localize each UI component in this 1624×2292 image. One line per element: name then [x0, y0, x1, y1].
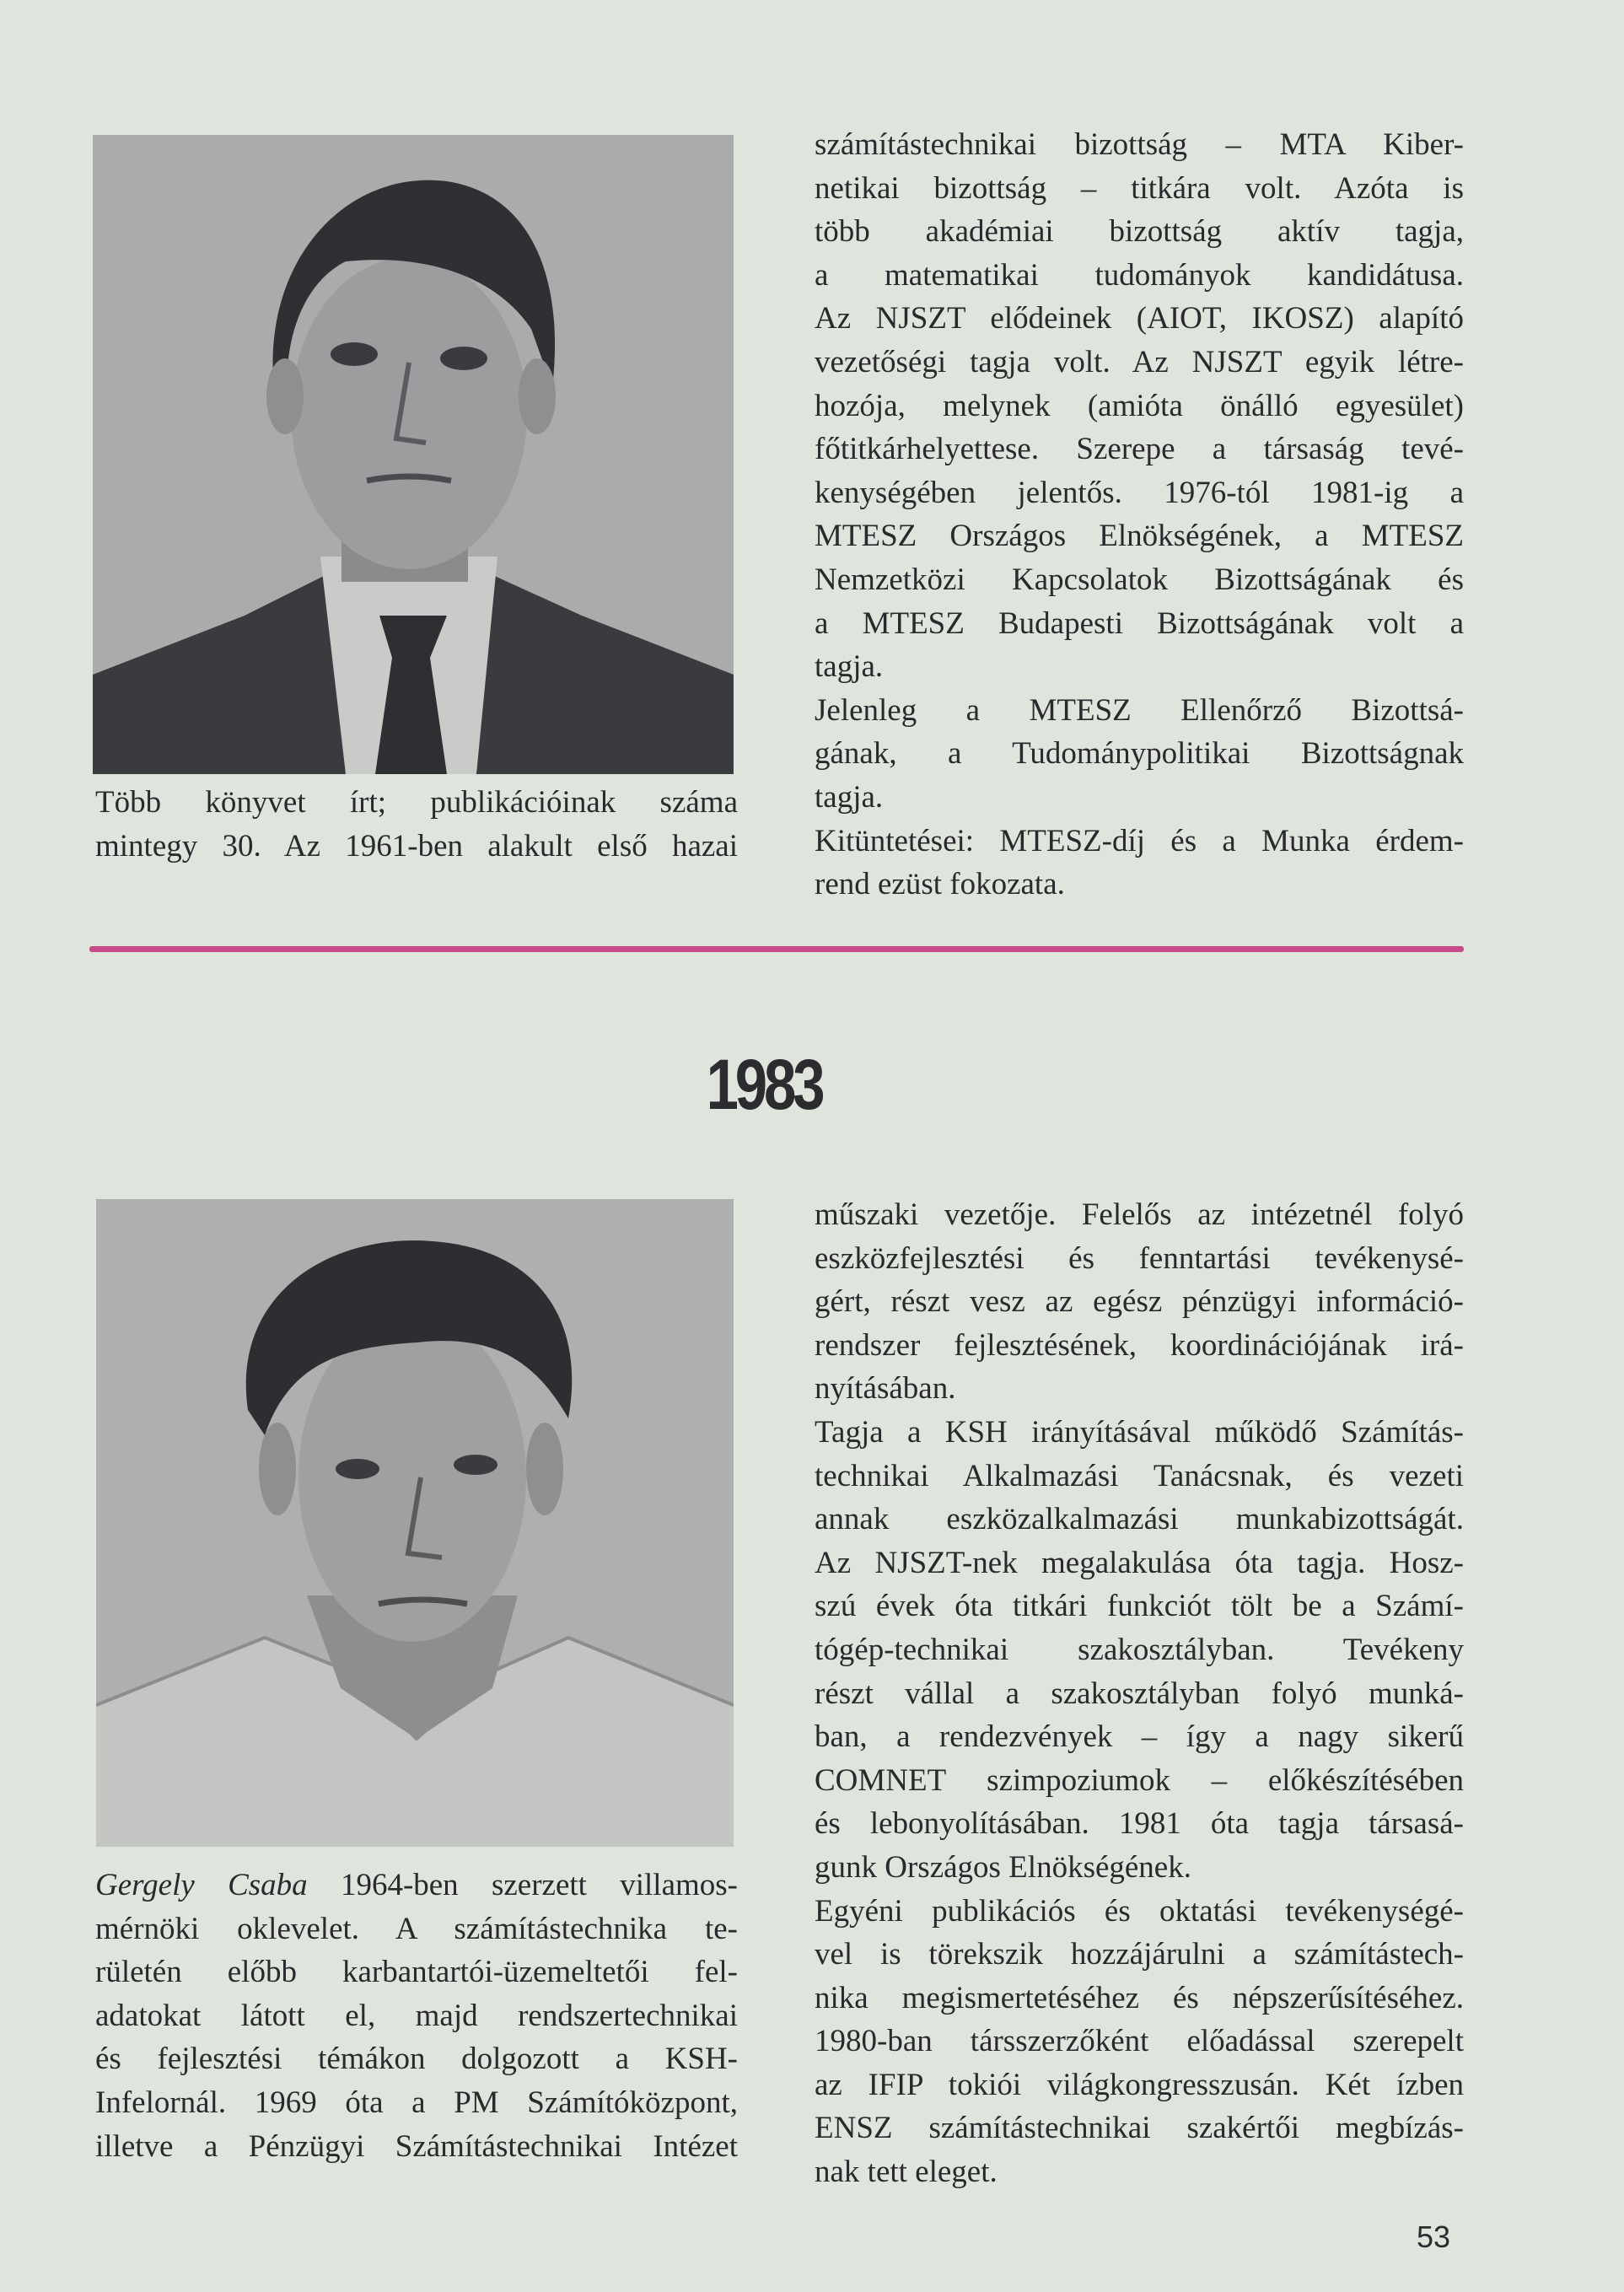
text-line: az IFIP tokiói világkongresszusán. Két ízben	[815, 2067, 1464, 2102]
text-line: kenységében jelentős. 1976-tól 1981-ig a	[815, 475, 1464, 510]
text-line: nak tett eleget.	[815, 2155, 998, 2190]
caption-section-1	[95, 781, 738, 868]
portrait-man-shirt-image	[96, 1199, 734, 1847]
caption-first-rest: 1964-ben szerzett villamos-	[307, 1868, 738, 1902]
year-heading: 1983	[706, 1045, 822, 1124]
text-line: Az NJSZT elődeinek (AIOT, IKOSZ) alapító	[815, 301, 1464, 336]
text-line: a MTESZ Budapesti Bizottságának volt a	[815, 605, 1464, 641]
text-line: Az NJSZT-nek megalakulása óta tagja. Hosz-	[815, 1545, 1464, 1580]
text-line: műszaki vezetője. Felelős az intézetnél folyó	[815, 1197, 1464, 1232]
text-line: annak eszközalkalmazási munkabizottságát.	[815, 1502, 1464, 1537]
text-line: Egyéni publikációs és oktatási tevékenységé-	[815, 1893, 1464, 1929]
section-divider-rule	[89, 946, 1464, 952]
text-line: és lebonyolításában. 1981 óta tagja társasá-	[815, 1806, 1464, 1842]
caption-line: mintegy 30. Az 1961-ben alakult első hazai	[95, 828, 738, 864]
text-line: Jelenleg a MTESZ Ellenőrző Bizottsá-	[815, 692, 1464, 728]
text-line: netikai bizottság – titkára volt. Azóta is	[815, 170, 1464, 206]
caption-line: mérnöki oklevelet. A számítástechnika te-	[95, 1911, 738, 1946]
text-line: tagja.	[815, 779, 884, 815]
text-line: több akadémiai bizottság aktív tagja,	[815, 214, 1464, 250]
text-line: Nemzetközi Kapcsolatok Bizottságának és	[815, 562, 1464, 597]
text-line: ban, a rendezvények – így a nagy sikerű	[815, 1719, 1464, 1755]
portrait-photo-2	[96, 1199, 734, 1847]
caption-line: Infelornál. 1969 óta a PM Számítóközpont,	[95, 2085, 738, 2120]
text-line: 1980-ban társszerzőként előadással szerepelt	[815, 2024, 1464, 2059]
body-text-section-1	[815, 123, 1464, 907]
text-line: eszközfejlesztési és fenntartási tevékenysé-	[815, 1240, 1464, 1276]
caption-line: Több könyvet írt; publikációinak száma	[95, 785, 738, 820]
text-line: nika megismertetéséhez és népszerűsítéséhez.	[815, 1980, 1464, 2015]
text-line: rendszer fejlesztésének, koordinációjának irá-	[815, 1327, 1464, 1363]
text-line: vezetőségi tagja volt. Az NJSZT egyik létre-	[815, 344, 1464, 379]
text-line: számítástechnikai bizottság – MTA Kiber-	[815, 127, 1464, 162]
caption-line: adatokat látott el, majd rendszertechnikai	[95, 1998, 738, 2033]
text-line: gának, a Tudománypolitikai Bizottságnak	[815, 736, 1464, 772]
text-line: tagja.	[815, 649, 884, 685]
caption-line: rületén előbb karbantartói-üzemeltetői fel-	[95, 1955, 738, 1990]
text-line: főtitkárhelyettese. Szerepe a társaság tevé-	[815, 432, 1464, 467]
text-line: Kitüntetései: MTESZ-díj és a Munka érdem-	[815, 823, 1464, 858]
portrait-photo-1	[93, 135, 734, 774]
text-line: tógép-technikai szakosztályban. Tevékeny	[815, 1632, 1464, 1667]
person-name: Gergely Csaba	[95, 1868, 308, 1902]
portrait-man-suit-image	[93, 135, 734, 774]
text-line: vel is törekszik hozzájárulni a számítástech-	[815, 1937, 1464, 1972]
caption-line: és fejlesztési témákon dolgozott a KSH-	[95, 2042, 738, 2077]
text-line: COMNET szimpoziumok – előkészítésében	[815, 1762, 1464, 1798]
text-line: technikai Alkalmazási Tanácsnak, és vezeti	[815, 1458, 1464, 1493]
caption-line: illetve a Pénzügyi Számítástechnikai Intézet	[95, 2128, 738, 2164]
page-number: 53	[1417, 2219, 1451, 2254]
text-line: rend ezüst fokozata.	[815, 867, 1065, 902]
text-line: gért, részt vesz az egész pénzügyi információ-	[815, 1284, 1464, 1320]
text-line: nyításában.	[815, 1371, 956, 1407]
text-line: részt vállal a szakosztályban folyó munká-	[815, 1676, 1464, 1711]
text-line: a matematikai tudományok kandidátusa.	[815, 257, 1464, 293]
text-line: szú évek óta titkári funkciót tölt be a Számí-	[815, 1589, 1464, 1624]
text-line: hozója, melynek (amióta önálló egyesület)	[815, 388, 1464, 423]
caption-line-first	[95, 1864, 738, 1907]
body-text-section-2	[815, 1193, 1464, 2194]
text-line: Tagja a KSH irányításával működő Számítás-	[815, 1414, 1464, 1450]
text-line: ENSZ számítástechnikai szakértői megbízás-	[815, 2111, 1464, 2146]
text-line: MTESZ Országos Elnökségének, a MTESZ	[815, 519, 1464, 554]
text-line: gunk Országos Elnökségének.	[815, 1849, 1191, 1885]
caption-section-2	[95, 1864, 738, 2168]
